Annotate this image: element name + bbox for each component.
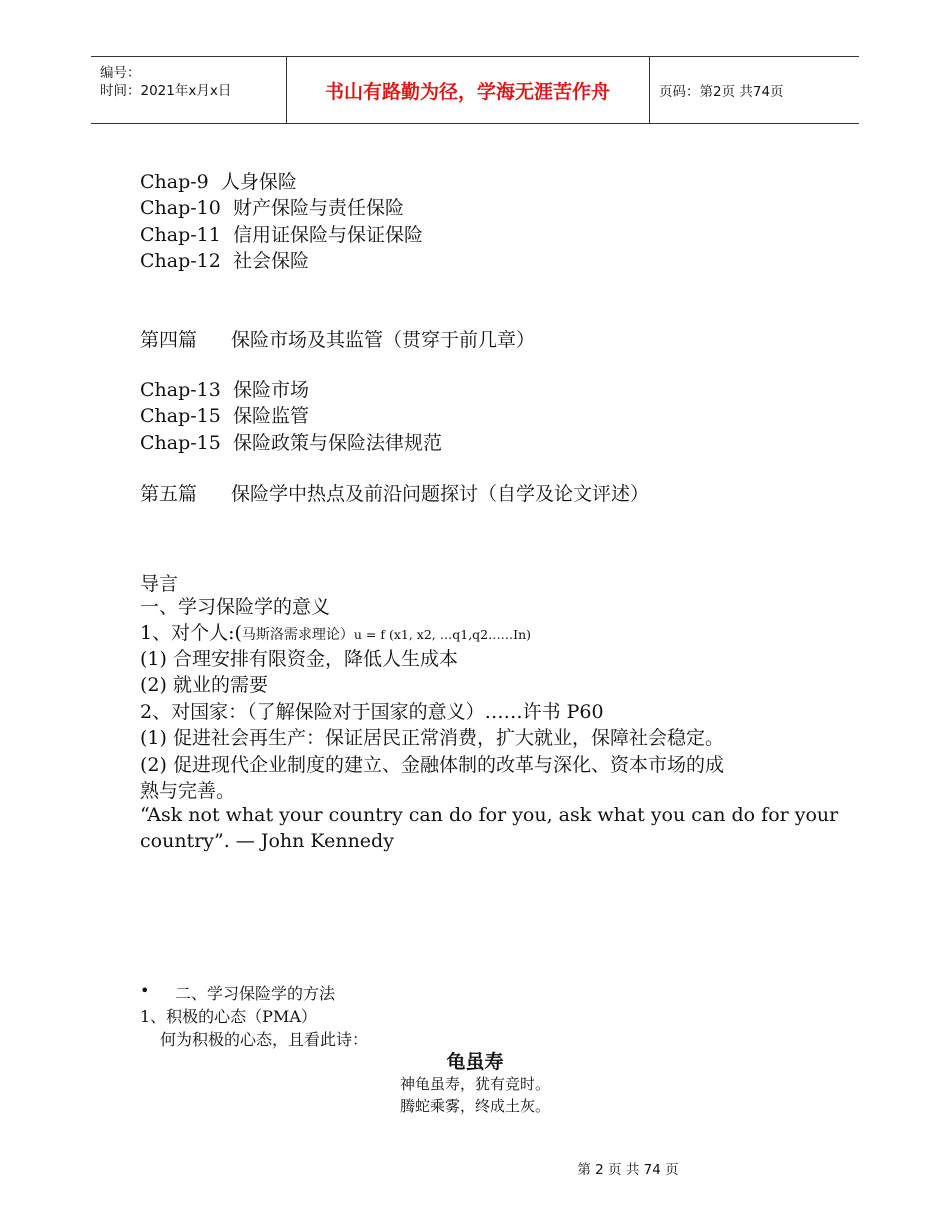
chapter-line: Chap-11 信用证保险与保证保险 <box>140 224 423 246</box>
header-motto: 书山有路勤为径，学海无涯苦作舟 <box>324 80 610 103</box>
chapter-line: Chap-15 保险政策与保险法律规范 <box>140 432 442 454</box>
header-meta-cell <box>91 57 287 123</box>
section-heading: 一、学习保险学的意义 <box>140 596 331 618</box>
intro-item: 熟与完善。 <box>140 780 236 802</box>
intro-heading: 导言 <box>140 573 179 595</box>
header-page-info: 页码：第2页 共74页 <box>659 84 784 100</box>
header-motto-cell <box>286 57 650 123</box>
chapter-line: Chap-10 财产保险与责任保险 <box>140 197 404 219</box>
method-item: 1、积极的心态（PMA） <box>140 1007 317 1026</box>
quote-line: country”. — John Kennedy <box>140 830 394 852</box>
part-heading: 第五篇 保险学中热点及前沿问题探讨（自学及论文评述） <box>140 483 650 505</box>
section-heading: 二、学习保险学的方法 <box>175 984 336 1003</box>
part-heading: 第四篇 保险市场及其监管（贯穿于前几章） <box>140 329 536 351</box>
page-header <box>91 56 859 124</box>
intro-item: 1、对个人:(马斯洛需求理论）u = f (x1, x2, …q1,q2……In) <box>140 622 531 644</box>
poem-title: 龟虽寿 <box>446 1051 504 1073</box>
doc-time-label: 时间：2021年x月x日 <box>100 83 232 99</box>
quote-line: “Ask not what your country can do for you, ask what you can do for your <box>140 804 839 826</box>
intro-item: (1) 合理安排有限资金，降低人生成本 <box>140 648 458 670</box>
doc-number-label: 编号： <box>100 65 141 81</box>
chapter-line: Chap-15 保险监管 <box>140 405 309 427</box>
bullet: • <box>140 981 150 1000</box>
chapter-line: Chap-13 保险市场 <box>140 379 309 401</box>
page-footer: 第 2 页 共 74 页 <box>577 1162 679 1178</box>
poem-line: 腾蛇乘雾，终成土灰。 <box>399 1097 550 1115</box>
intro-item: (2) 促进现代企业制度的建立、金融体制的改革与深化、资本市场的成 <box>140 754 724 776</box>
intro-item: 2、对国家：（了解保险对于国家的意义）……许书 P60 <box>140 701 604 723</box>
chapter-line: Chap-12 社会保险 <box>140 250 309 272</box>
chapter-line: Chap-9 人身保险 <box>140 171 297 193</box>
method-text: 何为积极的心态，且看此诗： <box>160 1030 369 1049</box>
poem-line: 神龟虽寿，犹有竞时。 <box>399 1075 550 1093</box>
intro-item: (2) 就业的需要 <box>140 674 268 696</box>
header-page-cell <box>649 57 859 123</box>
intro-item: (1) 促进社会再生产：保证居民正常消费，扩大就业，保障社会稳定。 <box>140 727 724 749</box>
